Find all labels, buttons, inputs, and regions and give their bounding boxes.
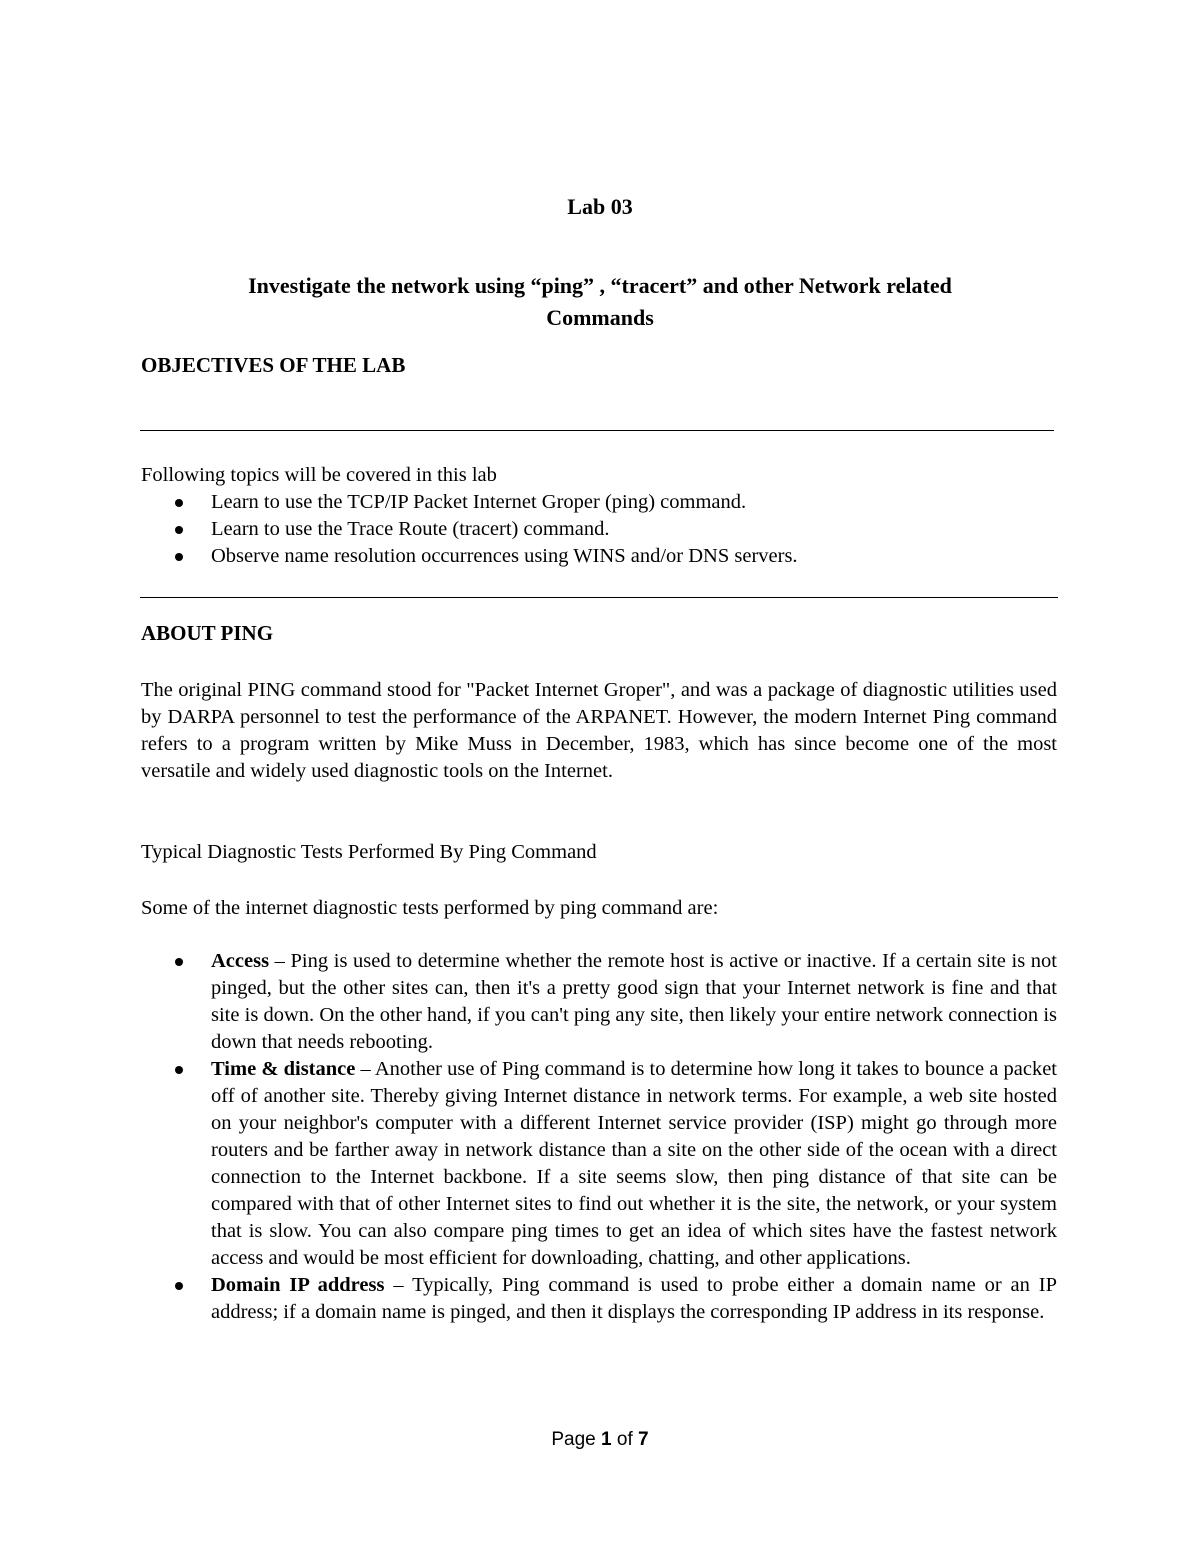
bullet-icon: [175, 553, 183, 561]
bullet-icon: [175, 1066, 183, 1074]
lab-title: Lab 03: [567, 194, 633, 219]
bullet-icon: [175, 1282, 183, 1290]
about-ping-heading: ABOUT PING: [141, 621, 274, 645]
horizontal-rule-top: [140, 430, 1054, 431]
diagnostic-tests-list: [141, 948, 1057, 1326]
test-term: Domain IP address: [211, 1274, 385, 1296]
topic-item: Learn to use the Trace Route (tracert) command.: [141, 516, 1057, 543]
footer-of-word: of: [616, 1429, 633, 1450]
topics-list: [141, 489, 1057, 570]
diagnostic-tests-heading: Typical Diagnostic Tests Performed By Ping Command: [141, 841, 597, 863]
test-description: – Ping is used to determine whether the remote host is active or inactive. If a certain site is not pinged, but the other sites can, then it's a pretty good sign that your Internet network is fine and that site is down. On the other hand, if you can't ping any site, then likely your entire network connection is down that needs rebooting.: [211, 950, 1057, 1053]
test-description: – Typically, Ping command is used to probe either a domain name or an IP address; if a domain name is pinged, and then it displays the corresponding IP address in its response.: [211, 1274, 1057, 1323]
test-item-time-distance: [141, 1056, 1057, 1272]
footer-page-word: Page: [551, 1429, 596, 1450]
topics-intro: Following topics will be covered in this lab: [141, 464, 497, 486]
topic-item: Learn to use the TCP/IP Packet Internet Groper (ping) command.: [141, 489, 1057, 516]
footer-page-current: 1: [601, 1429, 612, 1450]
diagnostic-tests-intro: Some of the internet diagnostic tests performed by ping command are:: [141, 897, 719, 919]
subtitle-line-2: Commands: [546, 305, 654, 330]
horizontal-rule-bottom: [140, 597, 1058, 598]
objectives-heading: OBJECTIVES OF THE LAB: [141, 353, 406, 377]
page-footer: [0, 1429, 1200, 1451]
footer-page-total: 7: [638, 1429, 649, 1450]
bullet-icon: [175, 958, 183, 966]
subtitle-line-1: Investigate the network using “ping” , “tracert” and other Network related: [248, 273, 952, 298]
test-item-domain-ip: [141, 1272, 1057, 1326]
topic-item: Observe name resolution occurrences using WINS and/or DNS servers.: [141, 543, 1057, 570]
lab-subtitle: [140, 270, 1060, 334]
test-item-access: [141, 948, 1057, 1056]
bullet-icon: [175, 499, 183, 507]
test-term: Time & distance: [211, 1058, 356, 1080]
bullet-icon: [175, 526, 183, 534]
test-description: – Another use of Ping command is to determine how long it takes to bounce a packet off of another site. Thereby giving Internet distance in network terms. For example, a web site hosted on your neighbor's computer with a different Internet service provider (ISP) might go through more routers and be farther away in network distance than a site on the other side of the ocean with a direct connection to the Internet backbone. If a site seems slow, then ping distance of that site can be compared with that of other Internet sites to find out whether it is the site, the network, or your system that is slow. You can also compare ping times to get an idea of which sites have the fastest network access and would be most efficient for downloading, chatting, and other applications.: [211, 1058, 1057, 1269]
about-ping-paragraph: The original PING command stood for "Packet Internet Groper", and was a package of diagnostic utilities used by DARPA personnel to test the performance of the ARPANET. However, the modern Internet Ping command refers to a program written by Mike Muss in December, 1983, which has since become one of the most versatile and widely used diagnostic tools on the Internet.: [141, 679, 1057, 782]
test-term: Access: [211, 950, 270, 972]
